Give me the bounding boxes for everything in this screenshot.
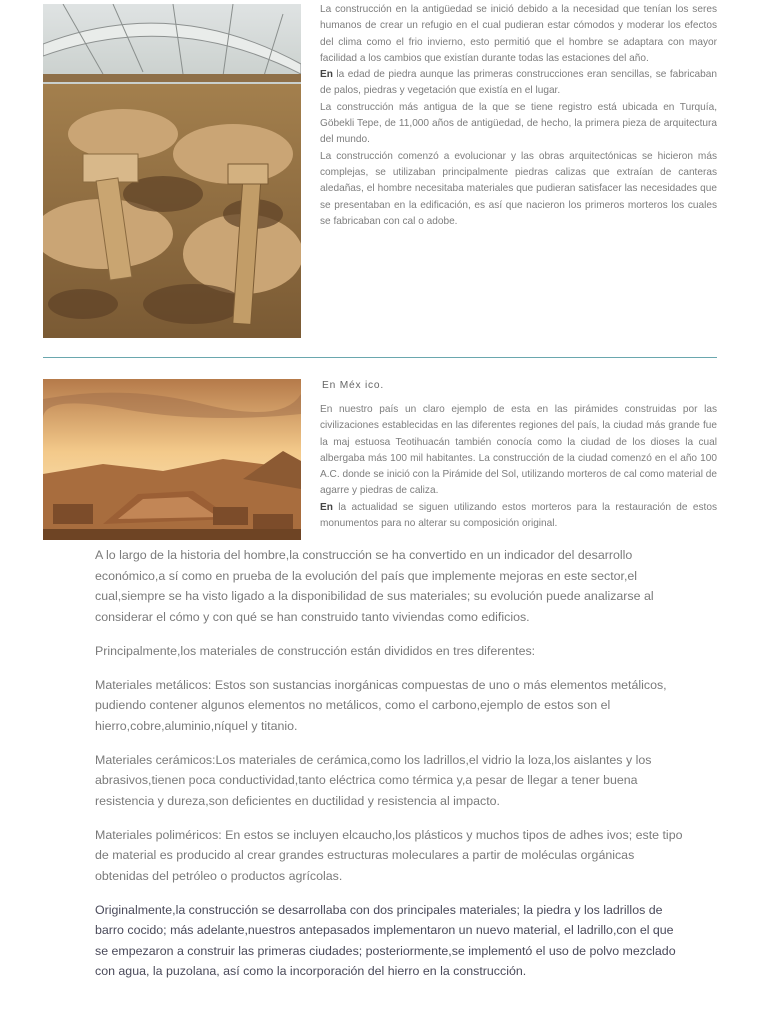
paragraph: Principalmente,los materiales de construcción están divididos en tres diferentes:: [95, 643, 536, 658]
paragraph: La construcción más antigua de la que se tiene registro está ubicada en Turquía, Göbekli Tepe, de 11,000 años de antigüedad, de hecho, la primera pieza de arquitectura del mundo.: [320, 101, 717, 146]
paragraph: Materiales poliméricos: En estos se incluyen elcaucho,los plásticos y muchos tipos de adhes ivos; este tipo de material es producido al crear grandes estructuras moleculares a partir de moléculas orgánicas obtenidas del petróleo o productos agrícolas.: [95, 827, 683, 883]
paragraph: En la actualidad se siguen utilizando estos morteros para la restauración de estos monumentos para no alterar su composición original.: [320, 501, 717, 530]
paragraph: La construcción comenzó a evolucionar y las obras arquitectónicas se hicieron más complejas, se utilizaban principalmente piedras calizas que extraían de canteras aledañas, el hombre necesitaba materiales que pudieran satisfacer las necesidades que se presentaban en la edificación, es así que nacieron los primeros morteros los cuales se fabricaban con cal o adobe.: [320, 150, 717, 227]
paragraph: Materiales cerámicos:Los materiales de cerámica,como los ladrillos,el vidrio la loza,los aislantes y los abrasivos,tienen poca conductividad,tanto eléctrica como térmica y,a pesar de llegar a tener buena resistencia y dureza,son deficientes en ductilidad y resistencia al impacto.: [95, 752, 652, 808]
main-body: [95, 545, 685, 995]
gobekli-tepe-photo: [43, 4, 301, 338]
teotihuacan-photo: [43, 379, 301, 540]
section-divider: [43, 357, 717, 358]
paragraph: Materiales metálicos: Estos son sustancias inorgánicas compuestas de uno o más elementos metálicos, pudiendo contener algunos elementos no metálicos, como el carbono,ejemplo de estos son el hierro,cobre,aluminio,níquel y titanio.: [95, 677, 667, 733]
paragraph: Originalmente,la construcción se desarrollaba con dos principales materiales; la piedra y los ladrillos de barro cocido; más adelante,nuestros antepasados implementaron un nuevo material, el ladrillo,con el que se empezaron a construir las primeras ciudades; posteriormente,se implementó el uso de polvo mezclado con agua, la puzolana, así como la incorporación del hierro en la construcción.: [95, 902, 676, 978]
gobekli-description: [320, 2, 717, 230]
paragraph: La construcción en la antigüedad se inició debido a la necesidad que tenían los seres humanos de crear un refugio en el cual pudieran estar cómodos y moderar los efectos del clima como el frio invierno, esto permitió que el hombre se adaptara con mayor facilidad a los cambios que existían durante todas las estaciones del año.: [320, 4, 717, 64]
paragraph: En nuestro país un claro ejemplo de esta en las pirámides construidas por las civilizaciones establecidas en las diferentes regiones del país, la ciudad más grande fue la maj estuosa Teotihuacán también conocía como la ciudad de los dioses la cual albergaba más 100 mil habitantes. La construcción de la ciudad comenzó en el año 100 A.C. donde se inició con la Pirámide del Sol, utilizando morteros de cal como material de agarre y piedras de caliza.: [320, 404, 717, 497]
section-title: En Méx ico.: [322, 380, 385, 391]
paragraph: En la edad de piedra aunque las primeras construcciones eran sencillas, se fabricaban de palos, piedras y vegetación que existía en el lugar.: [320, 69, 717, 97]
paragraph: A lo largo de la historia del hombre,la construcción se ha convertido en un indicador del desarrollo económico,a sí como en prueba de la evolución del país que implemente mejoras en este sector,el cual,siempre se ha visto ligado a la disponibilidad de sus materiales; su evolución puede analizarse al considerar el cómo y con qué se han construido tanto viviendas como edificios.: [95, 548, 654, 624]
mexico-description: [320, 402, 717, 532]
